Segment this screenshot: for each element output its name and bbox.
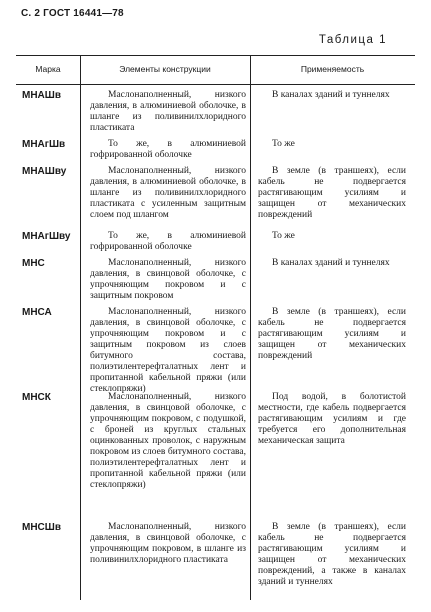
row-elements: То же, в алюминиевой гофрированной оболочке <box>90 139 246 160</box>
column-header-elements: Элементы конструкции <box>119 64 211 74</box>
row-elements: Маслонаполненный, низкого давления, в свинцовой оболочке, с упрочняющим покровом и с защитным покровом из слоев битумного состава, полиэтилентерефталатных лент и пропитанной кабельной пряжи (или стеклопряжи) <box>90 307 246 394</box>
row-application: Под водой, в болотистой местности, где кабель подвергается растягивающим усилиям и где требуется его дополнительная механическая защита <box>258 392 406 446</box>
row-application: В каналах зданий и туннелях <box>272 258 390 268</box>
row-mark: МНАгШву <box>22 231 71 242</box>
row-mark: МНАгШв <box>22 139 66 150</box>
table-top-rule <box>16 55 415 56</box>
row-mark: МНАШву <box>22 166 67 177</box>
row-application: В земле (в траншеях), если кабель не подвергается растягивающим усилиям и защищен от механических повреждений <box>258 307 406 361</box>
column-header-mark: Марка <box>35 64 61 74</box>
row-elements: Маслонаполненный, низкого давления, в свинцовой оболочке, с упрочняющим покровом, в шланге из поливинилхлоридного пластиката <box>90 522 246 565</box>
row-mark: МНСА <box>22 307 52 318</box>
table-title: Таблица 1 <box>318 34 387 46</box>
row-mark: МНСК <box>22 392 51 403</box>
column-divider <box>250 55 251 600</box>
row-application: В земле (в траншеях), если кабель не подвергается растягивающим усилиям и защищен от механических повреждений, а также в каналах зданий и туннелях <box>258 522 406 587</box>
row-elements: То же, в алюминиевой гофрированной оболочке <box>90 231 246 252</box>
column-header-application: Применяемость <box>300 64 365 74</box>
row-elements: Маслонаполненный, низкого давления, в свинцовой оболочке, с упрочняющим покровом, с подушкой, с броней из круглых стальных оцинкованных проволок, с наружным покровом из слоев битумного состава, полиэтилентерефталатных лент и пропитанной кабельной пряжи (или стеклопряжи) <box>90 392 246 490</box>
row-application: В земле (в траншеях), если кабель не подвергается растягивающим усилиям и защищен от механических повреждений <box>258 166 406 220</box>
row-elements: Маслонаполненный, низкого давления, в свинцовой оболочке, с упрочняющим покровом и с защитным покровом <box>90 258 246 301</box>
table-header-rule <box>16 84 415 85</box>
row-elements: Маслонаполненный, низкого давления, в алюминиевой оболочке, в шланге из поливинилхлоридного пластиката <box>90 90 246 133</box>
page-header: С. 2 ГОСТ 16441—78 <box>21 8 124 19</box>
row-application: То же <box>272 231 295 241</box>
row-mark: МНСШв <box>22 522 61 533</box>
row-application: В каналах зданий и туннелях <box>272 90 390 100</box>
column-divider <box>80 55 81 600</box>
row-elements: Маслонаполненный, низкого давления, в алюминиевой оболочке, в шланге из поливинилхлоридного пластиката с усиленным защитным слоем под шлангом <box>90 166 246 220</box>
row-mark: МНАШв <box>22 90 61 101</box>
row-mark: МНС <box>22 258 45 269</box>
row-application: То же <box>272 139 295 149</box>
